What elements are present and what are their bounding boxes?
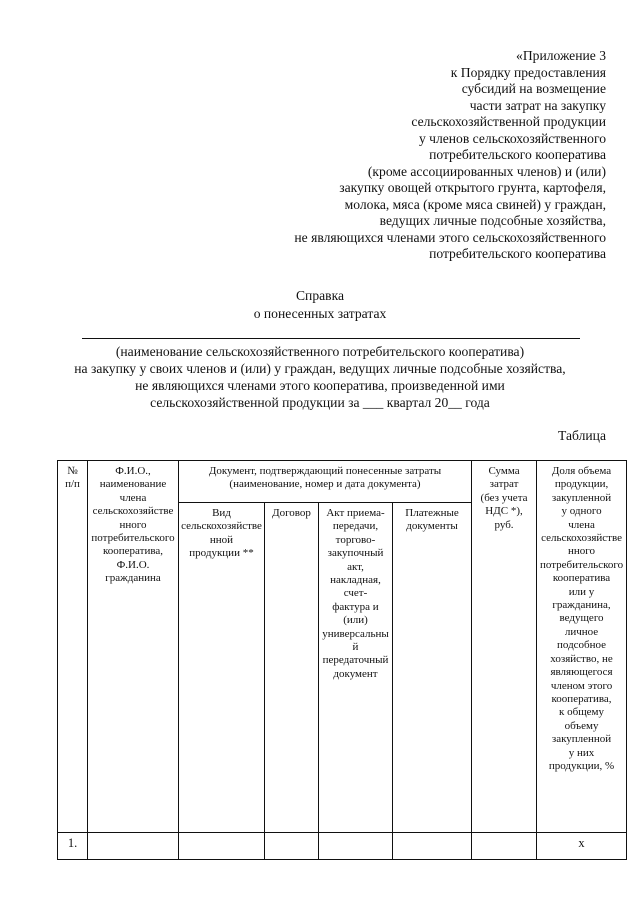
appendix-line: «Приложение 3 <box>516 48 606 63</box>
row-cell <box>472 833 537 860</box>
row-number: 1. <box>58 833 88 860</box>
row-cell <box>265 833 319 860</box>
document-subtitle: о понесенных затратах <box>253 306 387 321</box>
header-share: Доля объема продукции, закупленной у одного члена сельскохозяйственного потребительского кооператива или у гражданина, ведущего личное подсобное хозяйство, не являющегося членом этого кооператива, к общему объему закупленной у них продукции, % <box>537 461 627 833</box>
description-line: не являющихся членами этого кооператива, произведенной ими <box>135 378 505 393</box>
header-act: Акт приема- передачи, торгово- закупочный акт, накладная, счет- фактура и (или) универсальный передаточный документ <box>319 503 393 833</box>
header-fio: Ф.И.О., наименование члена сельскохозяйственного потребительского кооператива, Ф.И.О. гражданина <box>88 461 179 833</box>
row-cell <box>393 833 472 860</box>
row-share-cell: х <box>537 833 627 860</box>
appendix-line: сельскохозяйственной продукции <box>411 114 606 129</box>
document-title: Справка <box>295 288 345 303</box>
appendix-line: к Порядку предоставления <box>450 64 606 80</box>
appendix-line: потребительского кооператива <box>429 246 606 261</box>
header-payment: Платежные документы <box>393 503 472 833</box>
header-product-kind: Вид сельскохозяйственной продукции ** <box>179 503 265 833</box>
description-line: на закупку у своих членов и (или) у граждан, ведущих личные подсобные хозяйства, <box>74 361 566 376</box>
header-contract: Договор <box>265 503 319 833</box>
appendix-line: у членов сельскохозяйственного <box>418 130 606 146</box>
costs-table <box>57 460 627 860</box>
description-line: сельскохозяйственной продукции за ___ квартал 20__ года <box>150 395 490 410</box>
header-document-group: Документ, подтверждающий понесенные затраты (наименование, номер и дата документа) <box>179 461 472 503</box>
appendix-line: молока, мяса (кроме мяса свиней) у граждан, <box>344 196 606 212</box>
cooperative-name-line <box>82 338 580 339</box>
appendix-line: не являющихся членами этого сельскохозяйственного <box>294 229 606 245</box>
row-cell <box>88 833 179 860</box>
appendix-line: закупку овощей открытого грунта, картофеля, <box>339 180 606 195</box>
appendix-line: части затрат на закупку <box>469 97 606 113</box>
appendix-line: субсидий на возмещение <box>461 81 606 96</box>
appendix-header <box>206 48 606 263</box>
table-label: Таблица <box>558 428 606 443</box>
row-cell <box>179 833 265 860</box>
appendix-line: ведущих личные подсобные хозяйства, <box>379 213 606 228</box>
name-caption: (наименование сельскохозяйственного потребительского кооператива) <box>115 344 525 359</box>
description-block <box>20 343 620 411</box>
header-number: № п/п <box>58 461 88 833</box>
appendix-line: потребительского кооператива <box>429 147 606 162</box>
row-cell <box>319 833 393 860</box>
table-row <box>58 833 627 860</box>
appendix-line: (кроме ассоциированных членов) и (или) <box>367 163 606 179</box>
header-sum: Сумма затрат (без учета НДС *), руб. <box>472 461 537 833</box>
